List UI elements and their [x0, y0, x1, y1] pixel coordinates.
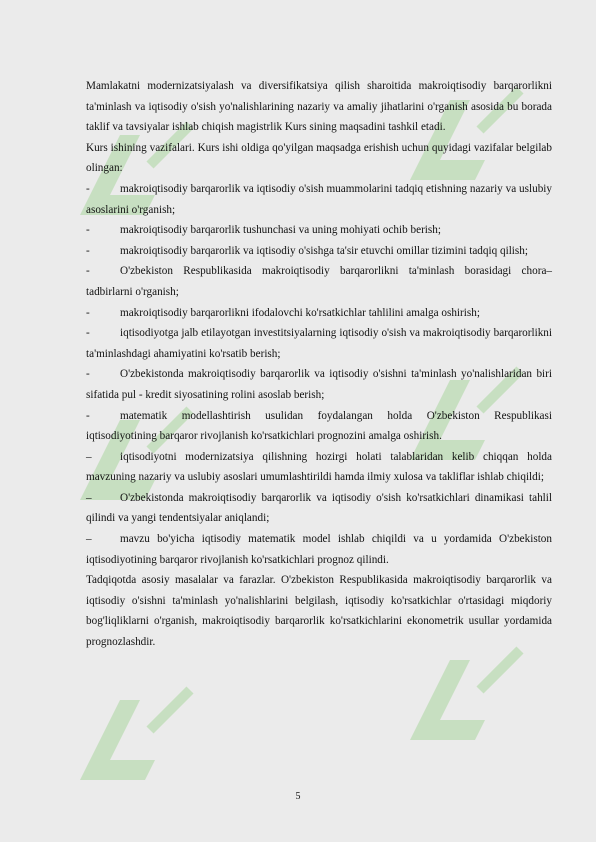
- list-dash: -: [86, 409, 90, 422]
- intro-paragraph: Mamlakatni modernizatsiyalash va diversifikatsiya qilish sharoitida makroiqtisodiy barqarorlikni ta'minlash va iqtisodiy o'sish yo'nalishlarining nazariy va amaliy jihatlarini o'rganish asosida bu borada taklif va tavsiyalar ishlab chiqish magistrlik Kurs sining maqsadini tashkil etadi.: [86, 80, 552, 134]
- list-item: [86, 447, 552, 488]
- list-dash: -: [86, 224, 90, 237]
- list-dash: -: [86, 327, 90, 340]
- watermark-logo-icon: [60, 660, 210, 810]
- page-number: 5: [295, 791, 301, 802]
- list-dash: -: [86, 244, 90, 257]
- list-item-text: O'zbekiston Respublikasida makroiqtisodiy barqarorlikni ta'minlash borasidagi chora–tadbirlarni o'rganish;: [86, 265, 552, 298]
- list-item: [86, 220, 552, 241]
- list-item: [86, 364, 552, 405]
- list-item-text: O'zbekistonda makroiqtisodiy barqarorlik va iqtisodiy o'sish ko'rsatkichlari dinamikasi tahlil qilindi va yangi tendentsiyalar aniqlandi;: [86, 491, 552, 525]
- list-item: [86, 303, 552, 324]
- list-item: [86, 488, 552, 529]
- list-dash: -: [86, 306, 90, 319]
- list-dash: -: [86, 368, 90, 381]
- document-body: [86, 76, 552, 653]
- list-item-text: matematik modellashtirish usulidan foydalangan holda O'zbekiston Respublikasi iqtisodiyotining barqaror rivojlanish ko'rsatkichlari prognozini amalga oshirish.: [86, 409, 552, 443]
- list-item: [86, 406, 552, 447]
- list-item-text: makroiqtisodiy barqarorlikni ifodalovchi ko'rsatkichlar tahlilini amalga oshirish;: [120, 306, 480, 319]
- list-dash: –: [86, 533, 92, 546]
- list-item: [86, 241, 552, 262]
- list-item-text: mavzu bo'yicha iqtisodiy matematik model ishlab chiqildi va u yordamida O'zbekiston iqtisodiyotining barqaror rivojlanish ko'rsatkichlari prognoz qilindi.: [86, 533, 552, 566]
- list-item-text: iqtisodiyotga jalb etilayotgan investitsiyalarning iqtisodiy o'sish va makroiqtisodiy barqarorlikni ta'minlashdagi ahamiyatini ko'rsatib berish;: [86, 327, 552, 360]
- list-item: [86, 179, 552, 220]
- tasks-intro-paragraph: Kurs ishining vazifalari. Kurs ishi oldiga qo'yilgan maqsadga erishish uchun quyidagi vazifalar belgilab olingan:: [86, 141, 552, 175]
- list-dash: –: [86, 491, 92, 504]
- hypotheses-paragraph: Tadqiqotda asosiy masalalar va farazlar. O'zbekiston Respublikasida makroiqtisodiy barqarorlik va iqtisodiy o'sishni ta'minlash yo'nalishlarini belgilash, iqtisodiy ko'rsatkichlar o'rtasidagi miqdoriy bog'liqliklarni o'rganish, makroiqtisodiy barqarorlik ko'rsatkichlarini ekonometrik usullar yordamida prognozlashdir.: [86, 574, 552, 649]
- list-item: [86, 261, 552, 302]
- list-dash: –: [86, 450, 92, 463]
- list-item-text: iqtisodiyotni modernizatsiya qilishning hozirgi holati talablaridan kelib chiqqan holda mavzuning nazariy va uslubiy asoslari umumlashtirildi hamda ilmiy xulosa va takliflar ishlab chiqildi;: [86, 450, 552, 484]
- list-dash: -: [86, 265, 90, 278]
- list-item-text: makroiqtisodiy barqarorlik va iqtisodiy o'sish muammolarini tadqiq etishning nazariy va uslubiy asoslarini o'rganish;: [86, 182, 552, 216]
- list-item-text: makroiqtisodiy barqarorlik tushunchasi va uning mohiyati ochib berish;: [120, 224, 441, 237]
- list-dash: -: [86, 182, 90, 195]
- list-item: [86, 323, 552, 364]
- list-item-text: makroiqtisodiy barqarorlik va iqtisodiy o'sishga ta'sir etuvchi omillar tizimini tadqiq qilish;: [120, 244, 528, 257]
- list-item-text: O'zbekistonda makroiqtisodiy barqarorlik va iqtisodiy o'sishni ta'minlash yo'nalishlaridan biri sifatida pul - kredit siyosatining rolini asoslab berish;: [86, 368, 552, 401]
- list-item: [86, 529, 552, 570]
